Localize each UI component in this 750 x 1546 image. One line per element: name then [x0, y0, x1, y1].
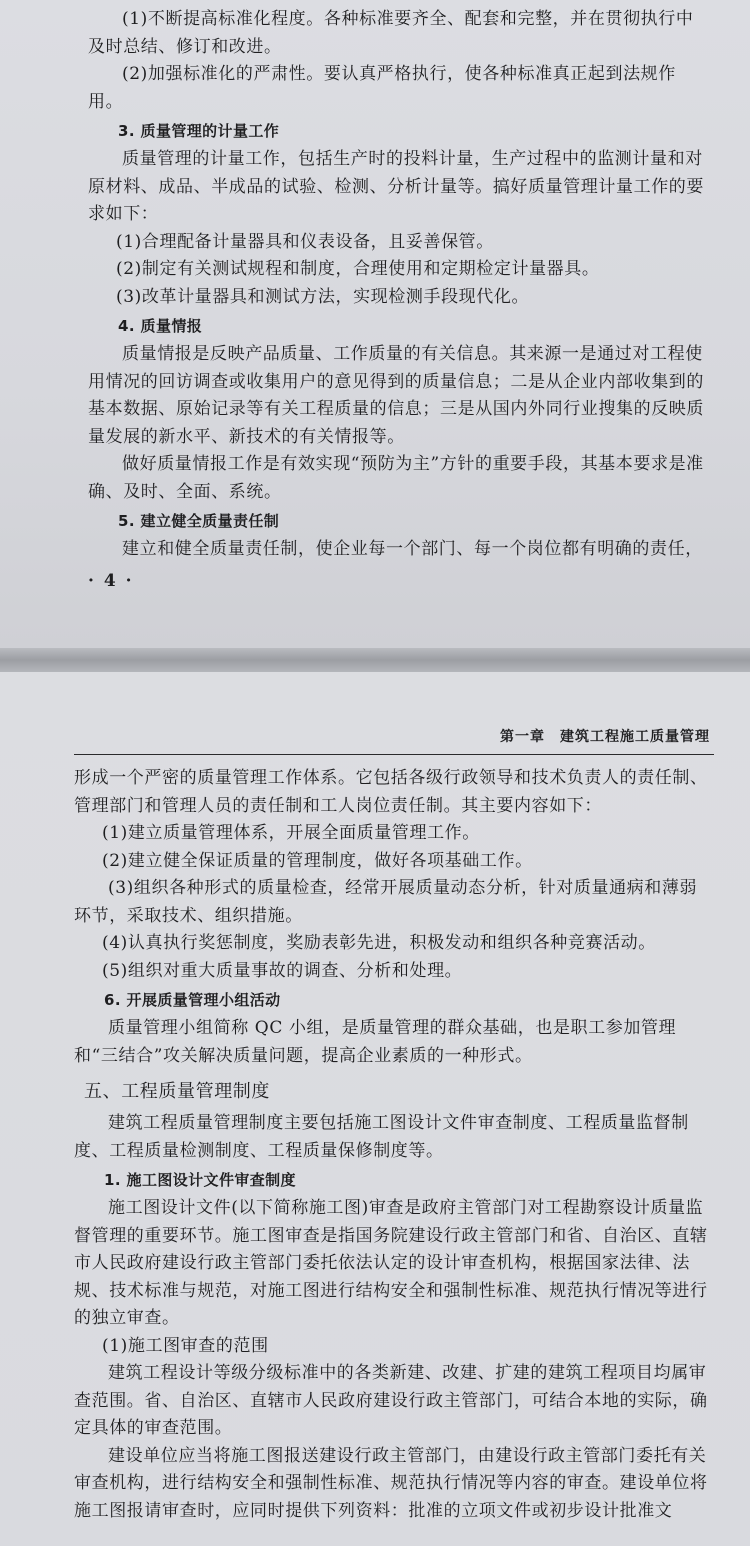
- page-gap: [0, 648, 750, 672]
- bottom-page: [0, 672, 750, 1546]
- section-title-quality-system: 五、工程质量管理制度: [84, 1081, 270, 1102]
- heading-responsibility: 5. 建立健全质量责任制: [118, 512, 280, 530]
- paragraph-drawing-review: 施工图设计文件(以下简称施工图)审查是政府主管部门对工程勘察设计质量监督管理的重要环节。施工图审查是指国务院建设行政主管部门和省、自治区、直辖市人民政府建设行政主管部门委托依法认定的设计审查机构，根据国家法律、法规、技术标准与规范，对施工图进行结构安全和强制性标准、规范执行情况等进行的独立审查。: [74, 1198, 708, 1328]
- responsibility-item-5: (5)组织对重大质量事故的调查、分析和处理。: [102, 960, 463, 981]
- top-page: [0, 0, 750, 648]
- paragraph-standard-1: (1)不断提高标准化程度。各种标准要齐全、配套和完整，并在贯彻执行中及时总结、修订和改进。: [88, 9, 694, 57]
- paragraph-standard-2: (2)加强标准化的严肃性。要认真严格执行，使各种标准真正起到法规作用。: [88, 64, 676, 112]
- paragraph-continued: 形成一个严密的质量管理工作体系。它包括各级行政领导和技术负责人的责任制、管理部门和管理人员的责任制和工人岗位责任制。其主要内容如下：: [74, 768, 708, 816]
- review-scope-item: (1)施工图审查的范围: [102, 1335, 269, 1356]
- metering-item-1: (1)合理配备计量器具和仪表设备，且妥善保管。: [116, 231, 494, 252]
- heading-drawing-review: 1. 施工图设计文件审查制度: [104, 1171, 296, 1189]
- paragraph-quality-info-a: 质量情报是反映产品质量、工作质量的有关信息。其来源一是通过对工程使用情况的回访调查或收集用户的意见得到的质量信息；二是从企业内部收集到的基本数据、原始记录等有关工程质量的信息；三是从国内外同行业搜集的反映质量发展的新水平、新技术的有关情报等。: [88, 344, 704, 447]
- heading-qc-group: 6. 开展质量管理小组活动: [104, 991, 281, 1009]
- paragraph-quality-info-b: 做好质量情报工作是有效实现“预防为主”方针的重要手段，其基本要求是准确、及时、全面、系统。: [88, 454, 704, 502]
- paragraph-qc-group: 质量管理小组简称 QC 小组，是质量管理的群众基础，也是职工参加管理和“三结合”攻关解决质量问题，提高企业素质的一种形式。: [74, 1018, 677, 1066]
- page-number: · 4 ·: [88, 570, 134, 591]
- metering-item-2: (2)制定有关测试规程和制度，合理使用和定期检定计量器具。: [116, 259, 600, 279]
- running-header: [74, 672, 714, 755]
- running-header-text: 第一章 建筑工程施工质量管理: [500, 729, 710, 745]
- paragraph-scope-b: 建设单位应当将施工图报送建设行政主管部门，由建设行政主管部门委托有关审查机构，进行结构安全和强制性标准、规范执行情况等内容的审查。建设单位将施工图报请审查时，应同时提供下列资料：批准的立项文件或初步设计批准文: [74, 1445, 708, 1521]
- responsibility-item-4: (4)认真执行奖惩制度，奖励表彰先进，积极发动和组织各种竞赛活动。: [102, 933, 656, 953]
- responsibility-item-2: (2)建立健全保证质量的管理制度，做好各项基础工作。: [102, 850, 533, 871]
- responsibility-item-3: (3)组织各种形式的质量检查，经常开展质量动态分析，针对质量通病和薄弱环节，采取技术、组织措施。: [74, 878, 698, 926]
- metering-item-3: (3)改革计量器具和测试方法，实现检测手段现代化。: [116, 286, 530, 307]
- paragraph-scope-a: 建筑工程设计等级分级标准中的各类新建、改建、扩建的建筑工程项目均属审查范围。省、自治区、直辖市人民政府建设行政主管部门，可结合本地的实际，确定具体的审查范围。: [74, 1363, 708, 1438]
- paragraph-quality-system: 建筑工程质量管理制度主要包括施工图设计文件审查制度、工程质量监督制度、工程质量检测制度、工程质量保修制度等。: [74, 1113, 689, 1161]
- paragraph-metering: 质量管理的计量工作，包括生产时的投料计量，生产过程中的监测计量和对原材料、成品、半成品的试验、检测、分析计量等。搞好质量管理计量工作的要求如下：: [88, 149, 704, 224]
- paragraph-responsibility: 建立和健全质量责任制，使企业每一个部门、每一个岗位都有明确的责任，: [122, 539, 703, 559]
- heading-metering: 3. 质量管理的计量工作: [118, 122, 280, 140]
- heading-quality-info: 4. 质量情报: [118, 317, 203, 335]
- responsibility-item-1: (1)建立质量管理体系，开展全面质量管理工作。: [102, 823, 480, 843]
